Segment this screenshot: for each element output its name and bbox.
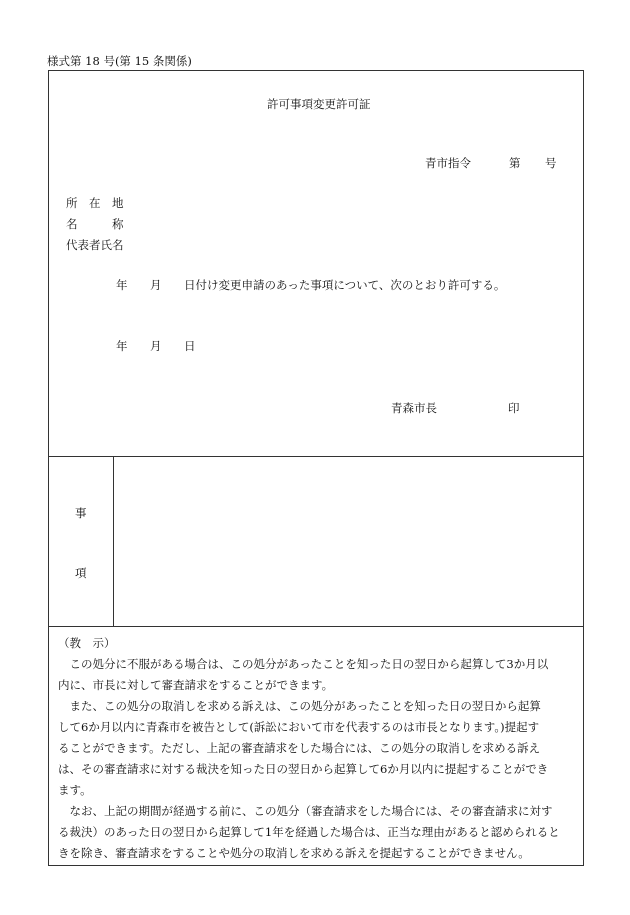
notice-line: 内に、市長に対して審査請求をすることができます。 (58, 678, 334, 692)
directive-prefix: 青市指令 (425, 156, 471, 170)
notice-line: る裁決）のあった日の翌日から起算して1年を経過した場合は、正当な理由があると認められると (58, 825, 560, 839)
notice-line: また、この処分の取消しを求める訴えは、この処分があったことを知った日の翌日から起算 (58, 699, 541, 713)
notice-line: ることができます。ただし、上記の審査請求をした場合には、この処分の取消しを求める訴え (58, 741, 541, 755)
matters-section (48, 456, 584, 627)
form-number-label: 様式第 18 号(第 15 条関係) (47, 54, 192, 68)
permit-main-section (48, 70, 584, 457)
notice-line: この処分に不服がある場合は、この処分があったことを知った日の翌日から起算して3か月以 (58, 657, 549, 671)
field-representative-label: 代表者氏名 (66, 238, 124, 252)
directive-go: 号 (545, 156, 557, 170)
matters-char-2: 項 (75, 566, 87, 580)
seal-mark: 印 (508, 401, 520, 415)
notice-line: ます。 (58, 783, 92, 797)
notice-line: して6か月以内に青森市を被告として(訴訟において市を代表するのは市長となります。)提起す (58, 720, 540, 734)
mayor-title: 青森市長 (391, 401, 437, 415)
application-month: 月 (150, 278, 162, 292)
date-month: 月 (150, 339, 162, 353)
matters-char-1: 事 (75, 506, 87, 520)
matters-divider (113, 457, 114, 626)
date-year: 年 (116, 339, 128, 353)
date-day: 日 (184, 339, 196, 353)
field-name-label: 名 称 (66, 217, 124, 231)
notice-line: なお、上記の期間が経過する前に、この処分（審査請求をした場合には、その審査請求に対す (58, 804, 553, 818)
document-title: 許可事項変更許可証 (267, 97, 371, 111)
notice-line: きを除き、審査請求をすることや処分の取消しを求める訴えを提起することができません。 (58, 846, 530, 860)
application-year: 年 (116, 278, 128, 292)
matters-content-area[interactable] (115, 458, 581, 625)
notice-line: は、その審査請求に対する裁決を知った日の翌日から起算して6か月以内に提起することができ (58, 762, 549, 776)
application-text: 日付け変更申請のあった事項について、次のとおり許可する。 (184, 278, 506, 292)
notice-heading: （教 示） (58, 636, 116, 650)
directive-dai: 第 (509, 156, 521, 170)
field-location-label: 所 在 地 (66, 196, 124, 210)
